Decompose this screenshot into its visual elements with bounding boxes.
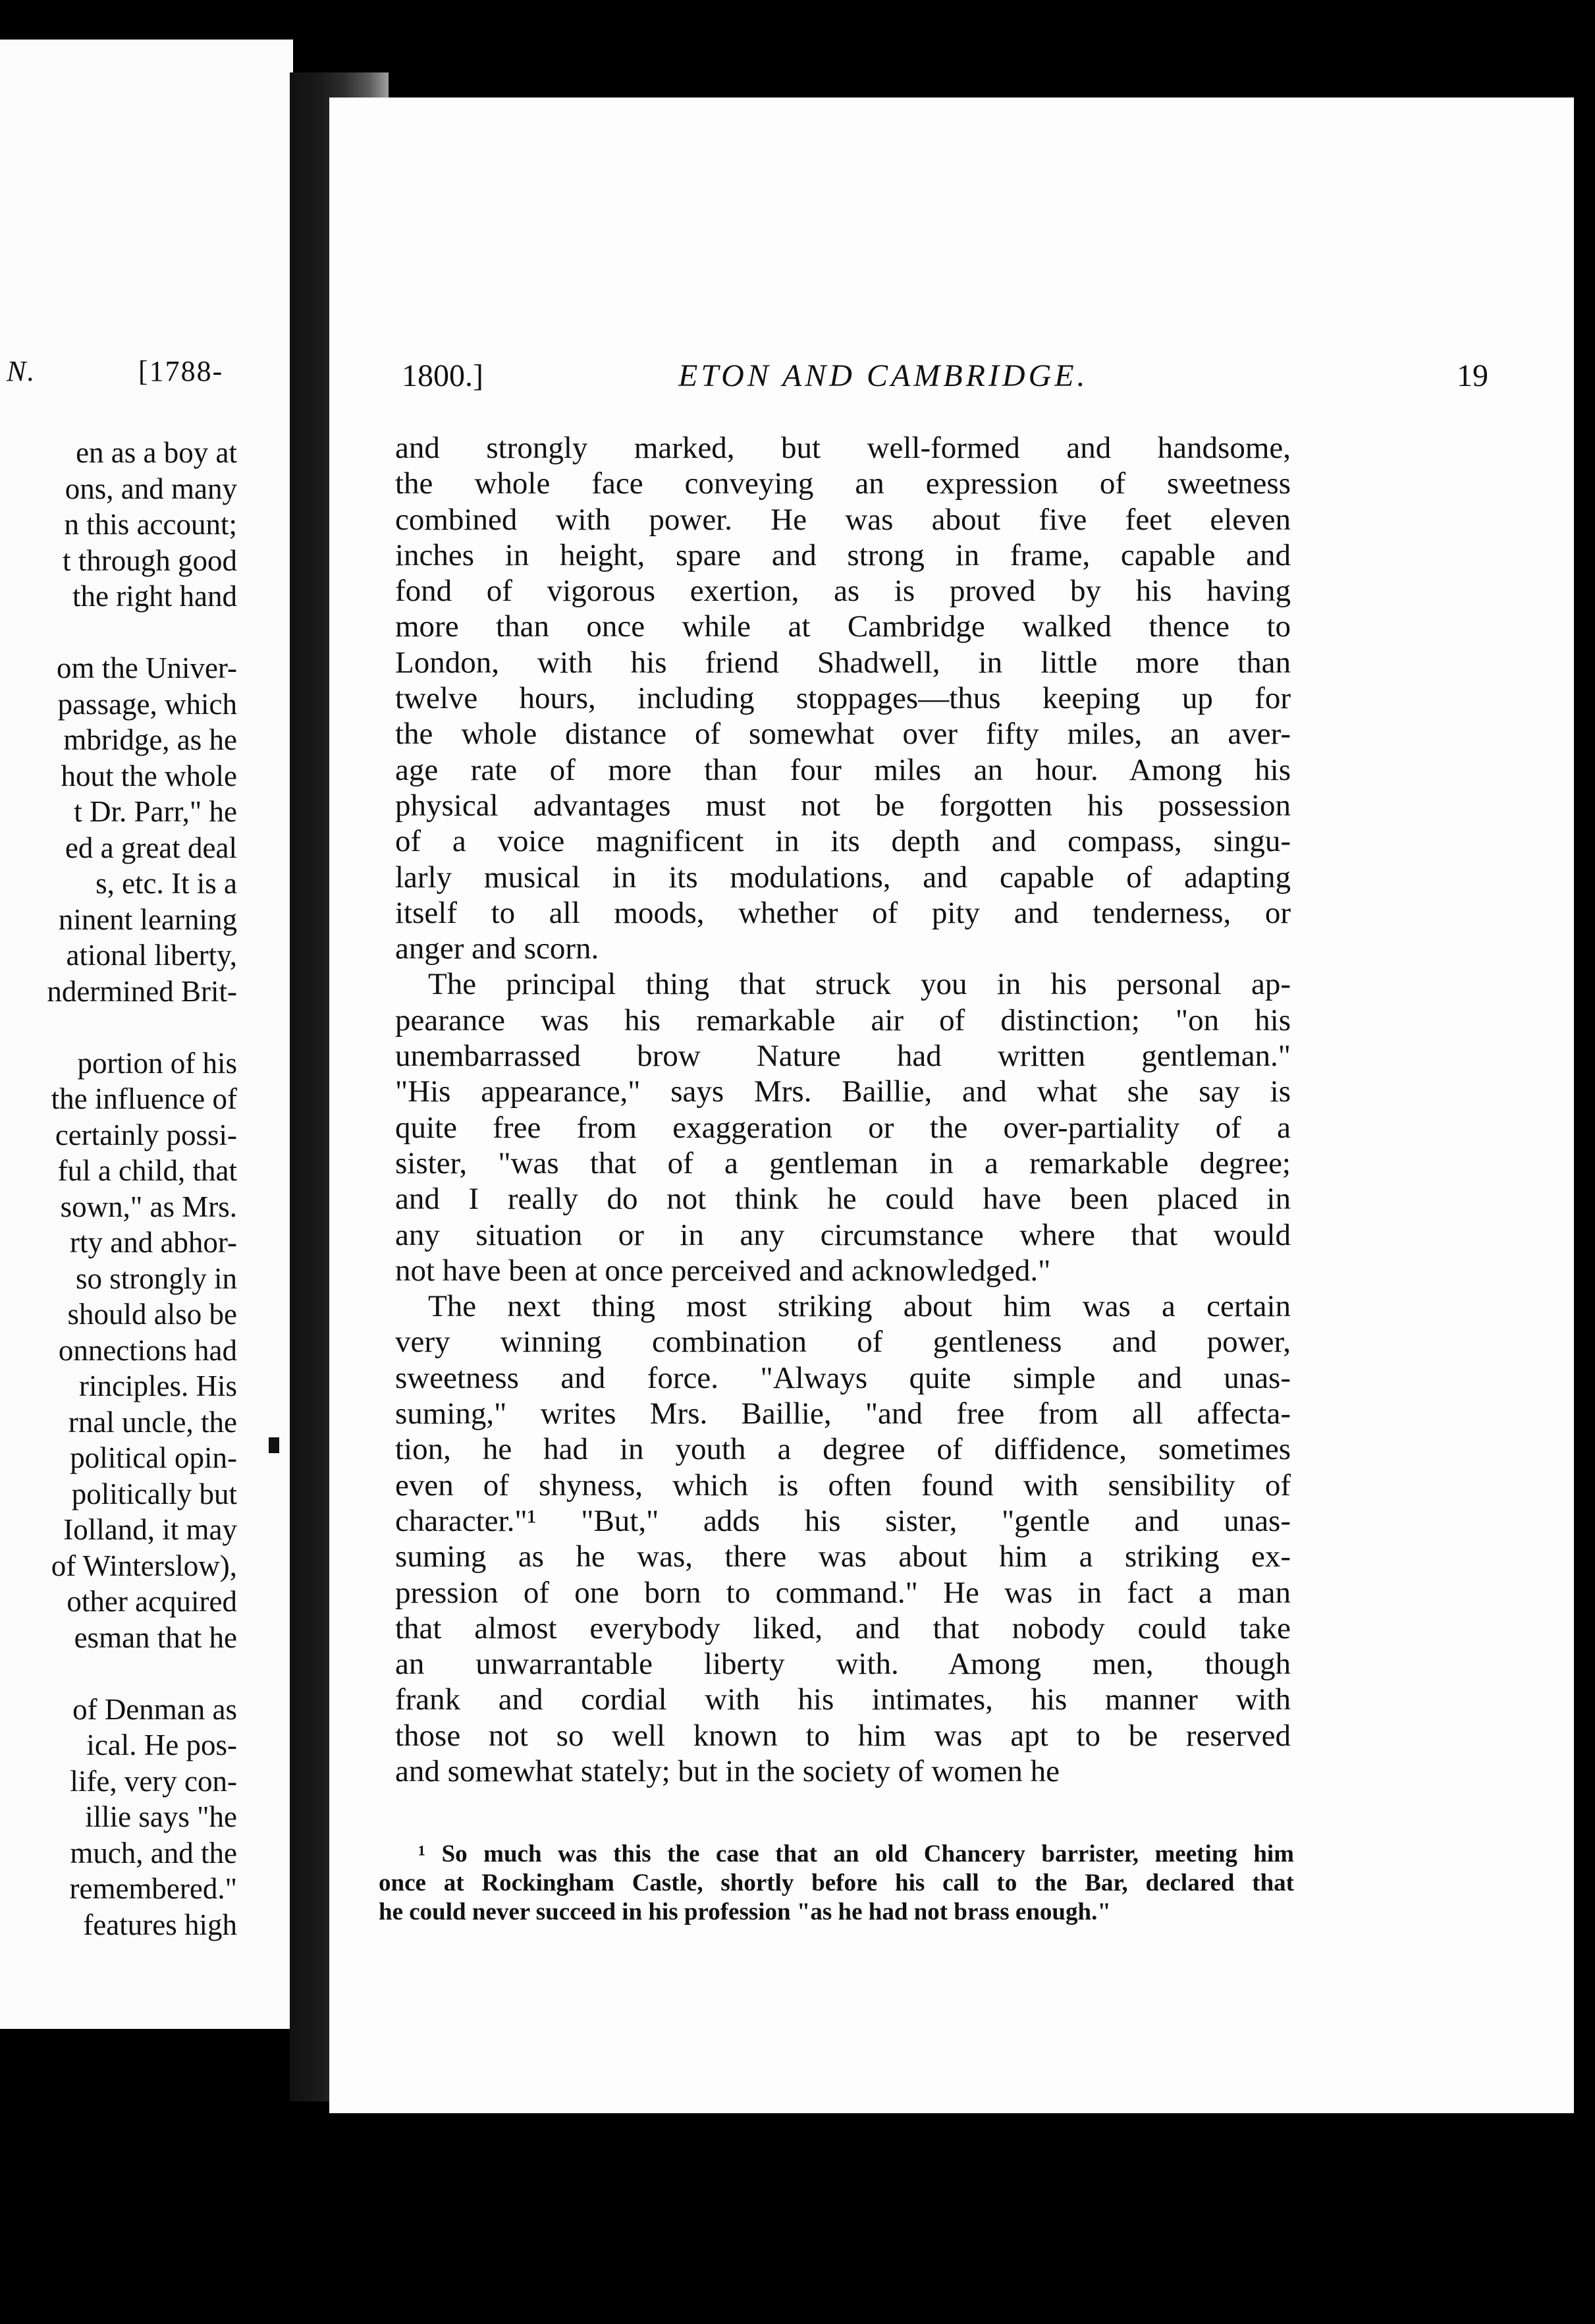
body-line: pearance was his remarkable air of distinction; "on his xyxy=(395,1003,1291,1038)
body-line: the whole distance of somewhat over fifty miles, an aver- xyxy=(395,717,1291,752)
body-line: more than once while at Cambridge walked thence to xyxy=(395,609,1291,644)
body-line: that almost everybody liked, and that nobody could take xyxy=(395,1611,1291,1646)
left-page-line: esman that he xyxy=(74,1620,237,1654)
left-page-line: certainly possi- xyxy=(55,1118,237,1151)
footnote xyxy=(379,1840,1294,1927)
body-line: sweetness and force. "Always quite simple and unas- xyxy=(395,1360,1291,1395)
body-line: itself to all moods, whether of pity and tenderness, or xyxy=(395,895,1291,930)
left-page-line: n this account; xyxy=(64,508,237,541)
left-page-line: so strongly in xyxy=(75,1261,237,1295)
left-page-line: of Winterslow), xyxy=(51,1549,237,1582)
body-line: very winning combination of gentleness and power, xyxy=(395,1325,1291,1360)
left-page-line: t Dr. Parr," he xyxy=(74,795,237,828)
body-line: pression of one born to command." He was in fact a man xyxy=(395,1575,1291,1610)
right-page xyxy=(329,97,1574,2113)
left-page-line: remembered." xyxy=(69,1872,237,1905)
left-page-line: ons, and many xyxy=(65,472,237,505)
body-line: not have been at once perceived and acknowledged." xyxy=(395,1253,1051,1288)
body-line: and somewhat stately; but in the society of women he xyxy=(395,1754,1060,1788)
left-page-line: life, very con- xyxy=(70,1764,237,1798)
body-line: combined with power. He was about five feet eleven xyxy=(395,502,1291,537)
left-page-line: ndermined Brit- xyxy=(47,974,237,1008)
left-header-fragment: N. xyxy=(7,355,36,387)
left-page-line: en as a boy at xyxy=(76,436,237,469)
left-page-line: Iolland, it may xyxy=(63,1513,237,1546)
left-page-line: features high xyxy=(83,1908,237,1941)
left-page-line: other acquired xyxy=(67,1585,237,1618)
body-line: quite free from exaggeration or the over-partiality of a xyxy=(395,1110,1291,1145)
body-line: tion, he had in youth a degree of diffidence, sometimes xyxy=(395,1432,1291,1467)
body-line: physical advantages must not be forgotten his possession xyxy=(395,788,1291,823)
left-page-line: ninent learning xyxy=(58,902,237,936)
left-page-line: onnections had xyxy=(58,1333,237,1367)
left-page-line: rnal uncle, the xyxy=(68,1405,237,1439)
left-page-line: of Denman as xyxy=(72,1692,237,1726)
body-line: The principal thing that struck you in his personal ap- xyxy=(428,967,1291,1002)
left-page-line xyxy=(0,1009,237,1045)
gutter-mark xyxy=(269,1437,279,1453)
left-page-line: rinciples. His xyxy=(79,1370,237,1402)
left-page-line: the influence of xyxy=(51,1082,237,1115)
left-page-line: ed a great deal xyxy=(65,831,237,864)
left-page-line: ful a child, that xyxy=(57,1154,237,1187)
body-line: "His appearance," says Mrs. Baillie, and what she say is xyxy=(395,1074,1291,1109)
body-line: unembarrassed brow Nature had written gentleman." xyxy=(395,1039,1291,1074)
body-line: twelve hours, including stoppages—thus keeping up for xyxy=(395,681,1291,716)
left-page-line: ical. He pos- xyxy=(86,1729,237,1761)
left-facing-page xyxy=(0,40,293,2029)
page-number: 19 xyxy=(1457,358,1488,393)
left-page-line: om the Univer- xyxy=(56,651,237,684)
running-head-title: ETON AND CAMBRIDGE. xyxy=(678,358,1089,393)
body-line: larly musical in its modulations, and capable of adapting xyxy=(395,860,1291,895)
left-page-line: rty and abhor- xyxy=(69,1226,237,1259)
body-line: even of shyness, which is often found with sensibility of xyxy=(395,1468,1291,1503)
left-page-line: illie says "he xyxy=(85,1800,237,1833)
body-line: frank and cordial with his intimates, his manner with xyxy=(395,1682,1291,1717)
body-line: fond of vigorous exertion, as is proved by his having xyxy=(395,574,1291,609)
left-page-line: political opin- xyxy=(70,1441,237,1474)
left-page-line: the right hand xyxy=(72,580,237,613)
left-page-line: s, etc. It is a xyxy=(95,867,237,900)
footnote-line: he could never succeed in his profession "as he had not brass enough." xyxy=(379,1898,1111,1925)
left-page-line: passage, which xyxy=(57,687,237,721)
body-line: anger and scorn. xyxy=(395,931,599,966)
body-line: London, with his friend Shadwell, in little more than xyxy=(395,645,1291,680)
left-page-line: mbridge, as he xyxy=(63,723,237,756)
left-page-line xyxy=(0,1655,237,1692)
left-page-text xyxy=(0,435,237,1943)
left-page-line: politically but xyxy=(71,1477,237,1510)
body-line: those not so well known to him was apt to be reserved xyxy=(395,1718,1291,1753)
body-line: the whole face conveying an expression of sweetness xyxy=(395,466,1291,501)
body-line: and I really do not think he could have been placed in xyxy=(395,1182,1291,1217)
running-head-year: 1800.] xyxy=(402,358,483,393)
body-line: suming as he was, there was about him a striking ex- xyxy=(395,1539,1291,1574)
left-page-line: much, and the xyxy=(70,1836,237,1869)
body-line: any situation or in any circumstance where that would xyxy=(395,1217,1291,1252)
left-header-year: [1788- xyxy=(138,355,224,387)
left-page-line xyxy=(0,615,237,651)
footnote-line: ¹ So much was this the case that an old Chancery barrister, meeting him xyxy=(418,1840,1294,1868)
body-line: of a voice magnificent in its depth and compass, singu- xyxy=(395,824,1291,859)
left-page-line: ational liberty, xyxy=(66,939,237,972)
left-page-line: should also be xyxy=(67,1298,237,1331)
footnote-line: once at Rockingham Castle, shortly before his call to the Bar, declared that xyxy=(379,1869,1294,1896)
body-text xyxy=(395,430,1291,1789)
body-line: suming," writes Mrs. Baillie, "and free from all affecta- xyxy=(395,1397,1291,1431)
body-line: an unwarrantable liberty with. Among men, though xyxy=(395,1647,1291,1682)
body-line: age rate of more than four miles an hour. Among his xyxy=(395,752,1291,787)
body-line: The next thing most striking about him was a certain xyxy=(428,1289,1291,1324)
body-line: character."¹ "But," adds his sister, "gentle and unas- xyxy=(395,1503,1291,1538)
body-line: inches in height, spare and strong in frame, capable and xyxy=(395,538,1291,572)
left-page-line: t through good xyxy=(63,543,237,577)
body-line: sister, "was that of a gentleman in a remarkable degree; xyxy=(395,1146,1291,1180)
body-line: and strongly marked, but well-formed and handsome, xyxy=(395,431,1291,465)
left-page-line: hout the whole xyxy=(61,759,237,792)
left-page-line: sown," as Mrs. xyxy=(60,1190,237,1223)
left-page-line: portion of his xyxy=(77,1046,237,1080)
running-head xyxy=(402,358,1508,404)
